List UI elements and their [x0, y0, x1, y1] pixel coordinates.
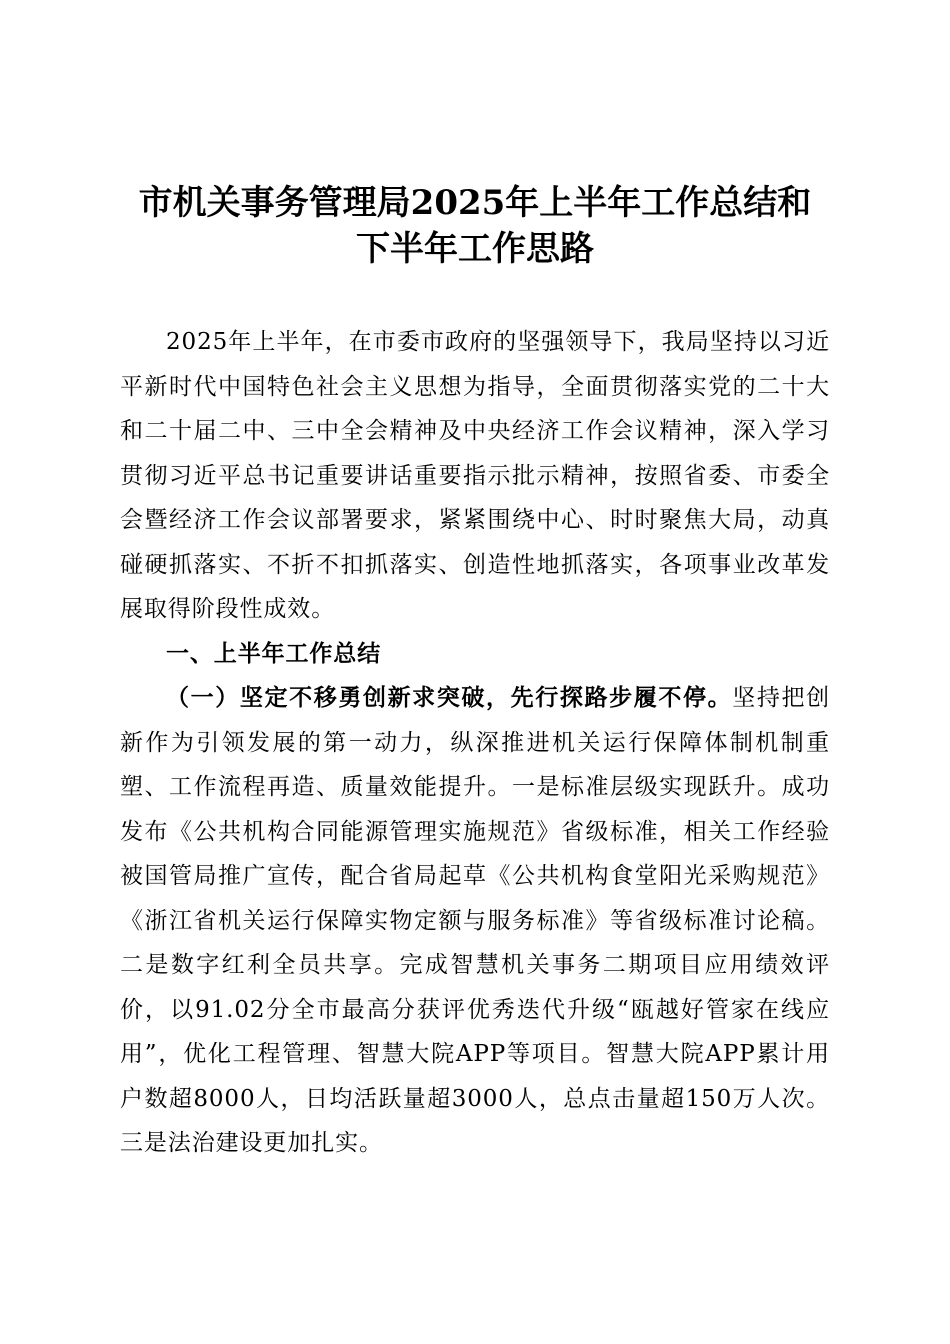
subsection-lead-1: （一）坚定不移勇创新求突破，先行探路步履不停。 — [166, 684, 733, 711]
document-body — [120, 320, 830, 1166]
subsection-paragraph-1 — [120, 676, 830, 1166]
subsection-body-1: 坚持把创新作为引领发展的第一动力，纵深推进机关运行保障体制机制重塑、工作流程再造、质量效能提升。一是标准层级实现跃升。成功发布《公共机构合同能源管理实施规范》省级标准，相关工作经验被国管局推广宣传，配合省局起草《公共机构食堂阳光采购规范》《浙江省机关运行保障实物定额与服务标准》等省级标准讨论稿。二是数字红利全员共享。完成智慧机关事务二期项目应用绩效评价，以91.02分全市最高分获评优秀迭代升级“瓯越好管家在线应用”，优化工程管理、智慧大院APP等项目。智慧大院APP累计用户数超8000人，日均活跃量超3000人，总点击量超150万人次。三是法治建设更加扎实。 — [120, 685, 830, 1156]
title-line-1: 市机关事务管理局2025年上半年工作总结和 — [138, 183, 812, 223]
document-title — [100, 180, 850, 272]
title-line-2: 下半年工作思路 — [356, 229, 594, 269]
intro-paragraph: 2025年上半年，在市委市政府的坚强领导下，我局坚持以习近平新时代中国特色社会主义思想为指导，全面贯彻落实党的二十大和二十届二中、三中全会精神及中央经济工作会议精神，深入学习贯彻习近平总书记重要讲话重要指示批示精神，按照省委、市委全会暨经济工作会议部署要求，紧紧围绕中心、时时聚焦大局，动真碰硬抓落实、不折不扣抓落实、创造性地抓落实，各项事业改革发展取得阶段性成效。 — [120, 329, 830, 622]
section-heading-1: 一、上半年工作总结 — [166, 640, 382, 667]
